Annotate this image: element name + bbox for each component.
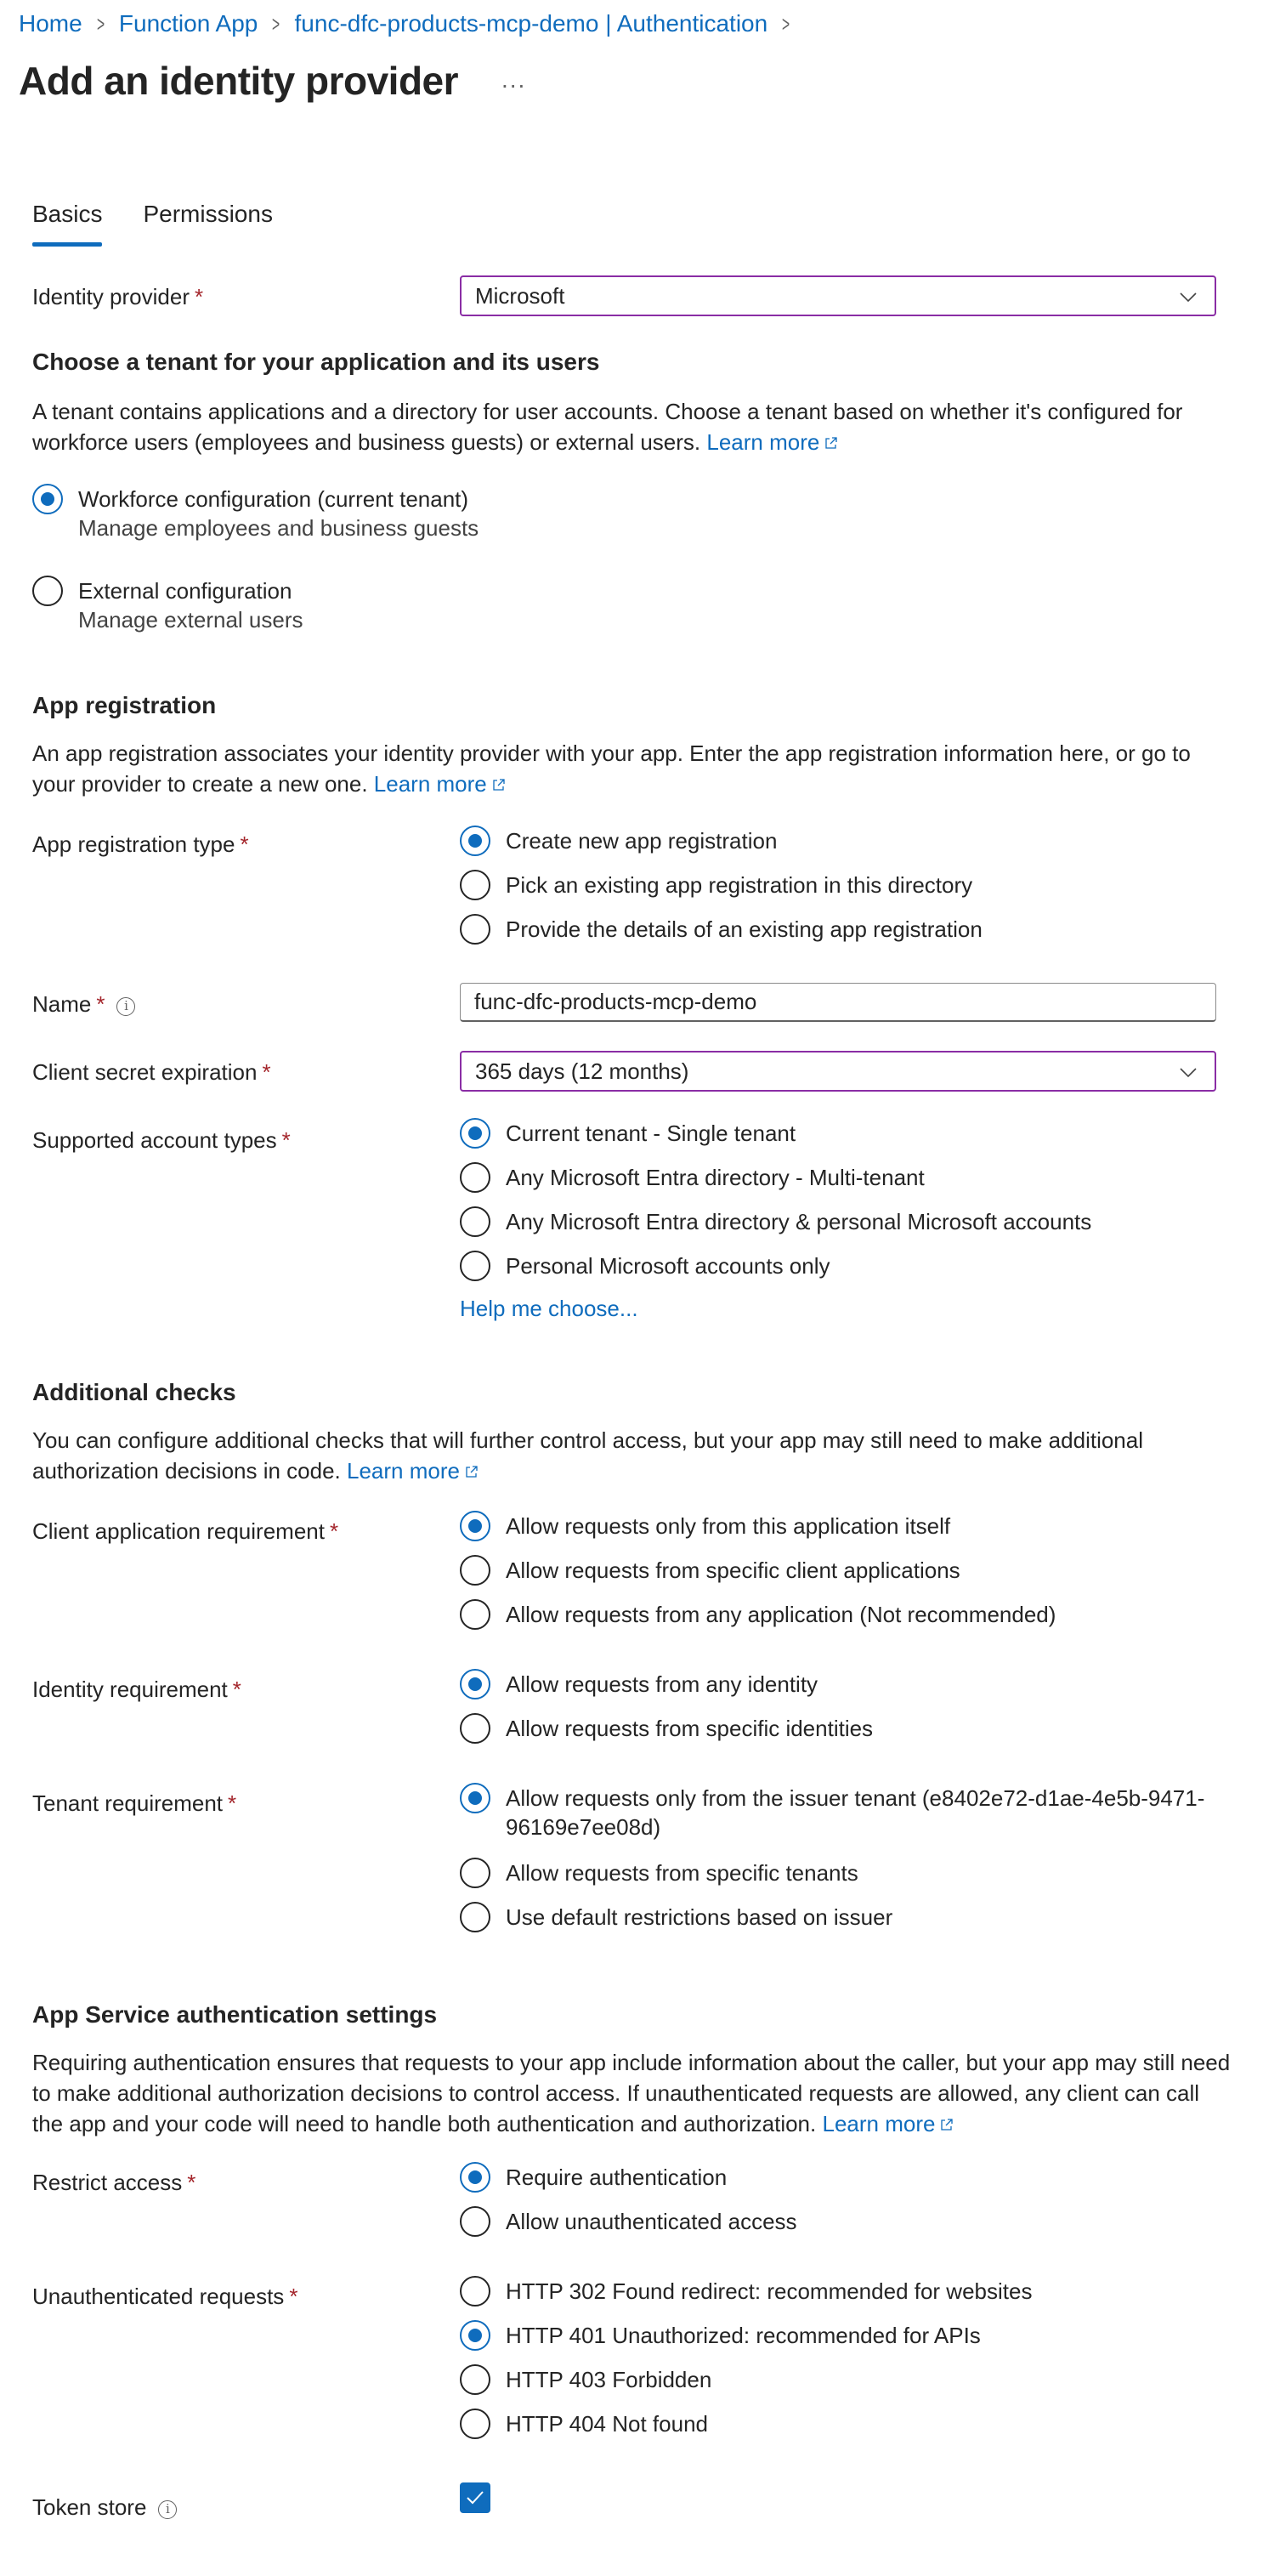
client-secret-expiration-label <box>32 1059 271 1086</box>
additional-checks-description <box>32 1425 1231 1486</box>
radio-label: Allow requests only from this application itself <box>506 1513 951 1539</box>
radio-unchecked-icon <box>460 2276 490 2306</box>
external-link-icon <box>940 2118 954 2131</box>
identity-provider-value: Microsoft <box>475 282 565 309</box>
radio-unchecked-icon <box>460 1162 490 1193</box>
radio-client-app-specific[interactable] <box>460 1556 960 1586</box>
radio-create-new-app-registration[interactable] <box>460 826 777 856</box>
checkmark-icon <box>465 2489 485 2506</box>
label-text: Tenant requirement <box>32 1790 224 1816</box>
required-indicator: * <box>289 2284 298 2309</box>
radio-checked-icon <box>460 2320 490 2351</box>
radio-provide-existing-app-registration[interactable] <box>460 915 983 945</box>
required-indicator: * <box>96 991 105 1017</box>
radio-checked-icon <box>460 1669 490 1699</box>
radio-unchecked-icon <box>460 1555 490 1586</box>
breadcrumb <box>19 10 804 37</box>
radio-label: HTTP 403 Forbidden <box>506 2367 712 2392</box>
page-title: Add an identity provider <box>19 59 459 103</box>
chevron-down-icon <box>1179 287 1198 306</box>
radio-label: HTTP 404 Not found <box>506 2411 708 2437</box>
radio-tenant-default[interactable] <box>460 1903 892 1932</box>
radio-external-configuration[interactable] <box>32 576 303 634</box>
client-application-requirement-label <box>32 1518 338 1545</box>
radio-checked-icon <box>460 826 490 856</box>
tenant-section-heading: Choose a tenant for your application and its users <box>32 349 600 375</box>
breadcrumb-authentication[interactable]: func-dfc-products-mcp-demo | Authentication <box>294 10 768 37</box>
radio-unchecked-icon <box>460 1599 490 1630</box>
label-text: Name <box>32 991 92 1017</box>
radio-label: Allow requests from specific client applications <box>506 1558 960 1583</box>
radio-label: External configuration <box>78 578 292 604</box>
external-link-icon <box>465 1465 479 1478</box>
required-indicator: * <box>329 1518 339 1544</box>
label-text: Supported account types <box>32 1127 277 1153</box>
radio-unchecked-icon <box>460 2364 490 2395</box>
radio-http-403[interactable] <box>460 2365 711 2395</box>
tenant-learn-more-link[interactable] <box>706 429 838 455</box>
additional-checks-learn-more-link[interactable] <box>347 1458 479 1484</box>
radio-checked-icon <box>460 1118 490 1149</box>
help-me-choose-link[interactable]: Help me choose... <box>460 1296 638 1321</box>
radio-unchecked-icon <box>460 1858 490 1888</box>
learn-more-text: Learn more <box>347 1458 460 1484</box>
auth-settings-description <box>32 2047 1231 2139</box>
radio-identity-any[interactable] <box>460 1670 818 1699</box>
radio-multi-tenant[interactable] <box>460 1163 925 1193</box>
radio-http-302[interactable] <box>460 2277 1032 2306</box>
required-indicator: * <box>232 1677 241 1702</box>
label-text: Restrict access <box>32 2170 183 2195</box>
radio-workforce-configuration[interactable] <box>32 485 479 542</box>
radio-http-404[interactable] <box>460 2409 708 2439</box>
radio-require-authentication[interactable] <box>460 2163 727 2193</box>
name-input[interactable] <box>460 983 1216 1022</box>
radio-unchecked-icon <box>460 1713 490 1744</box>
learn-more-text: Learn more <box>822 2111 936 2136</box>
client-secret-expiration-value: 365 days (12 months) <box>475 1058 689 1084</box>
app-registration-description-text: An app registration associates your identity provider with your app. Enter the app registration information here, or go to your provider to create a new one. <box>32 740 1191 797</box>
radio-sublabel: Manage employees and business guests <box>78 515 479 541</box>
radio-single-tenant[interactable] <box>460 1119 796 1149</box>
radio-allow-unauthenticated[interactable] <box>460 2207 797 2237</box>
identity-requirement-label <box>32 1677 241 1703</box>
additional-checks-description-text: You can configure additional checks that will further control access, but your app may still need to make additional authorization decisions in code. <box>32 1427 1143 1484</box>
client-secret-expiration-dropdown[interactable] <box>460 1051 1216 1092</box>
radio-client-app-any[interactable] <box>460 1600 1056 1630</box>
radio-label: HTTP 302 Found redirect: recommended for websites <box>506 2278 1033 2304</box>
radio-tenant-specific[interactable] <box>460 1858 858 1888</box>
radio-label: Any Microsoft Entra directory & personal Microsoft accounts <box>506 1209 1092 1234</box>
more-options-button[interactable]: ... <box>501 66 527 93</box>
supported-account-types-label <box>32 1127 291 1154</box>
radio-checked-icon <box>460 2162 490 2193</box>
radio-tenant-issuer[interactable] <box>460 1784 1225 1841</box>
app-registration-description <box>32 738 1231 799</box>
chevron-right-icon: > <box>782 10 790 37</box>
radio-label: Allow requests from specific identities <box>506 1716 874 1741</box>
label-text: App registration type <box>32 831 235 857</box>
radio-label: Workforce configuration (current tenant) <box>78 486 469 512</box>
radio-unchecked-icon <box>460 914 490 945</box>
label-text: Client application requirement <box>32 1518 325 1544</box>
tenant-requirement-label <box>32 1790 236 1817</box>
radio-label: Personal Microsoft accounts only <box>506 1253 830 1279</box>
radio-sublabel: Manage external users <box>78 607 303 633</box>
radio-client-app-self[interactable] <box>460 1512 950 1541</box>
label-text: Client secret expiration <box>32 1059 258 1085</box>
external-link-icon <box>492 778 506 792</box>
tab-bar <box>32 201 314 245</box>
info-icon[interactable]: i <box>158 2500 177 2519</box>
tenant-description-text: A tenant contains applications and a directory for user accounts. Choose a tenant based on whether it's configured for workforce users (employees and business guests) or external users. <box>32 399 1183 455</box>
radio-label: Allow requests only from the issuer tenant (e8402e72-d1ae-4e5b-9471-96169e7ee08d) <box>506 1785 1205 1840</box>
radio-identity-specific[interactable] <box>460 1714 873 1744</box>
required-indicator: * <box>240 831 249 857</box>
label-text: Identity requirement <box>32 1677 228 1702</box>
radio-unchecked-icon <box>460 1902 490 1932</box>
radio-label: Create new app registration <box>506 828 778 854</box>
additional-checks-heading: Additional checks <box>32 1379 236 1405</box>
radio-label: Allow requests from any identity <box>506 1671 818 1697</box>
tab-basics[interactable]: Basics <box>32 201 102 245</box>
app-registration-heading: App registration <box>32 692 217 718</box>
radio-label-group <box>78 576 303 634</box>
identity-provider-dropdown[interactable] <box>460 275 1216 316</box>
radio-unchecked-icon <box>32 576 63 606</box>
radio-label-group <box>78 485 479 542</box>
external-link-icon <box>824 436 838 450</box>
radio-label: Provide the details of an existing app registration <box>506 916 983 942</box>
identity-provider-label <box>32 284 203 310</box>
radio-unchecked-icon <box>460 2409 490 2439</box>
radio-label: Current tenant - Single tenant <box>506 1121 796 1146</box>
radio-label: Require authentication <box>506 2165 728 2190</box>
radio-label: Allow unauthenticated access <box>506 2209 797 2234</box>
chevron-right-icon: > <box>272 10 280 37</box>
auth-settings-description-text: Requiring authentication ensures that requests to your app include information about the caller, but your app may still need to make additional authorization decisions to control access. If unauthenticated requests are allowed, any client can call the app and your code will need to handle both authentication and authorization. <box>32 2050 1231 2136</box>
required-indicator: * <box>194 284 204 309</box>
required-indicator: * <box>262 1059 271 1085</box>
radio-label: Allow requests from specific tenants <box>506 1860 858 1886</box>
restrict-access-label <box>32 2170 195 2196</box>
required-indicator: * <box>228 1790 237 1816</box>
radio-personal-only[interactable] <box>460 1251 830 1281</box>
required-indicator: * <box>187 2170 196 2195</box>
label-text: Unauthenticated requests <box>32 2284 285 2309</box>
name-label <box>32 991 135 1018</box>
radio-label: Allow requests from any application (Not recommended) <box>506 1602 1056 1627</box>
app-registration-type-label <box>32 831 249 858</box>
radio-http-401[interactable] <box>460 2321 981 2351</box>
radio-unchecked-icon <box>460 870 490 900</box>
info-icon[interactable]: i <box>116 997 135 1016</box>
token-store-label <box>32 2494 177 2521</box>
radio-label: Pick an existing app registration in this directory <box>506 872 973 898</box>
identity-provider-label-text: Identity provider <box>32 284 190 309</box>
name-input-value: func-dfc-products-mcp-demo <box>474 989 757 1014</box>
radio-unchecked-icon <box>460 2206 490 2237</box>
unauthenticated-requests-label <box>32 2284 297 2310</box>
radio-checked-icon <box>460 1511 490 1541</box>
radio-pick-existing-app-registration[interactable] <box>460 871 972 900</box>
radio-unchecked-icon <box>460 1206 490 1237</box>
chevron-down-icon <box>1179 1063 1198 1081</box>
radio-label: HTTP 401 Unauthorized: recommended for APIs <box>506 2323 981 2348</box>
app-registration-learn-more-link[interactable] <box>374 771 506 797</box>
breadcrumb-home[interactable]: Home <box>19 10 82 37</box>
radio-multi-tenant-personal[interactable] <box>460 1207 1091 1237</box>
radio-checked-icon <box>460 1783 490 1813</box>
learn-more-text: Learn more <box>706 429 820 455</box>
radio-label: Any Microsoft Entra directory - Multi-tenant <box>506 1165 925 1190</box>
breadcrumb-function-app[interactable]: Function App <box>118 10 258 37</box>
tab-permissions[interactable]: Permissions <box>143 201 273 227</box>
tenant-section-description <box>32 396 1231 457</box>
radio-unchecked-icon <box>460 1251 490 1281</box>
chevron-right-icon: > <box>96 10 105 37</box>
required-indicator: * <box>281 1127 291 1153</box>
auth-settings-learn-more-link[interactable] <box>822 2111 954 2136</box>
radio-label: Use default restrictions based on issuer <box>506 1904 893 1930</box>
label-text: Token store <box>32 2494 147 2520</box>
auth-settings-heading: App Service authentication settings <box>32 2001 438 2028</box>
radio-checked-icon <box>32 484 63 514</box>
learn-more-text: Learn more <box>373 771 487 797</box>
token-store-checkbox[interactable] <box>460 2482 490 2513</box>
